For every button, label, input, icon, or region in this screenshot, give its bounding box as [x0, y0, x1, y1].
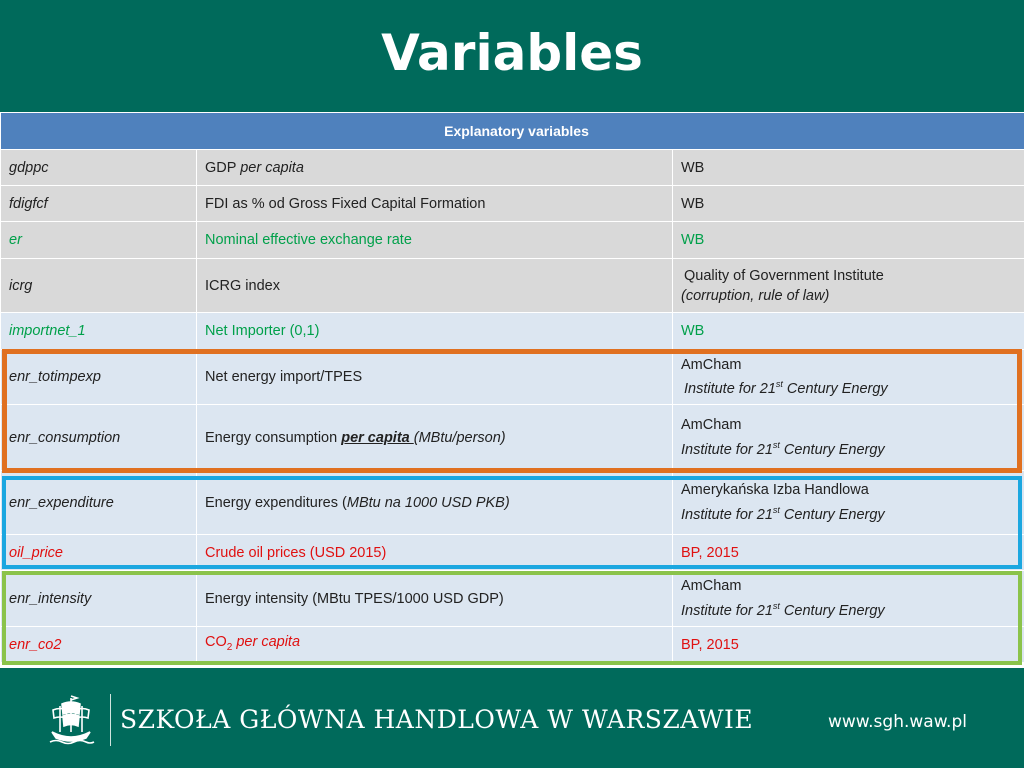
table-row — [1, 350, 1024, 405]
slide-title: Variables — [381, 24, 643, 82]
variable-name: oil_price — [1, 535, 197, 571]
sgh-ship-logo-icon — [44, 692, 98, 748]
variable-name: enr_expenditure — [1, 471, 197, 535]
variable-source: WB — [673, 313, 1024, 350]
variable-source: Amerykańska Izba Handlowa Institute for 21st Century Energy — [673, 471, 1024, 535]
variable-name: importnet_1 — [1, 313, 197, 350]
variable-source: BP, 2015 — [673, 627, 1024, 663]
variable-name: er — [1, 222, 197, 259]
table-row — [1, 150, 1024, 186]
table-row — [1, 313, 1024, 350]
variable-source: Quality of Government Institute (corruption, rule of law) — [673, 259, 1024, 313]
table-row — [1, 222, 1024, 259]
slide-footer — [0, 668, 1024, 768]
variable-name: fdigfcf — [1, 186, 197, 222]
table-row — [1, 627, 1024, 663]
table-header-row — [1, 113, 1024, 150]
table-row — [1, 571, 1024, 627]
slide-header — [0, 0, 1024, 112]
variable-description: $CO_2$ per capita — [197, 627, 673, 663]
variable-description: Net energy import/TPES — [197, 350, 673, 405]
variable-description: FDI as % od Gross Fixed Capital Formation — [197, 186, 673, 222]
table-row — [1, 186, 1024, 222]
variable-source: WB — [673, 150, 1024, 186]
variable-source: WB — [673, 222, 1024, 259]
variable-description: GDP per capita — [197, 150, 673, 186]
variable-name: enr_totimpexp — [1, 350, 197, 405]
variable-description: ICRG index — [197, 259, 673, 313]
table-header: Explanatory variables — [1, 113, 1024, 150]
school-name: SZKOŁA GŁÓWNA HANDLOWA W WARSZAWIE — [120, 705, 754, 734]
variable-name: enr_co2 — [1, 627, 197, 663]
table-row — [1, 535, 1024, 571]
variables-table — [0, 112, 1024, 663]
table-row — [1, 405, 1024, 471]
footer-divider — [110, 694, 111, 746]
variable-name: enr_intensity — [1, 571, 197, 627]
variable-name: gdppc — [1, 150, 197, 186]
variable-description: Crude oil prices (USD 2015) — [197, 535, 673, 571]
variable-description: Net Importer (0,1) — [197, 313, 673, 350]
variable-source: AmCham Institute for 21st Century Energy — [673, 571, 1024, 627]
variable-name: enr_consumption — [1, 405, 197, 471]
variable-name: icrg — [1, 259, 197, 313]
variable-source: WB — [673, 186, 1024, 222]
variable-description: Energy consumption per capita (MBtu/person) — [197, 405, 673, 471]
variable-source: BP, 2015 — [673, 535, 1024, 571]
variable-description: Nominal effective exchange rate — [197, 222, 673, 259]
variable-source: AmCham Institute for 21st Century Energy — [673, 350, 1024, 405]
table-row — [1, 259, 1024, 313]
table-row — [1, 471, 1024, 535]
slide-body — [0, 112, 1024, 668]
variable-description: Energy expenditures (MBtu na 1000 USD PKB) — [197, 471, 673, 535]
variable-source: AmCham Institute for 21st Century Energy — [673, 405, 1024, 471]
variable-description: Energy intensity (MBtu TPES/1000 USD GDP) — [197, 571, 673, 627]
website-link[interactable]: www.sgh.waw.pl — [828, 712, 967, 732]
